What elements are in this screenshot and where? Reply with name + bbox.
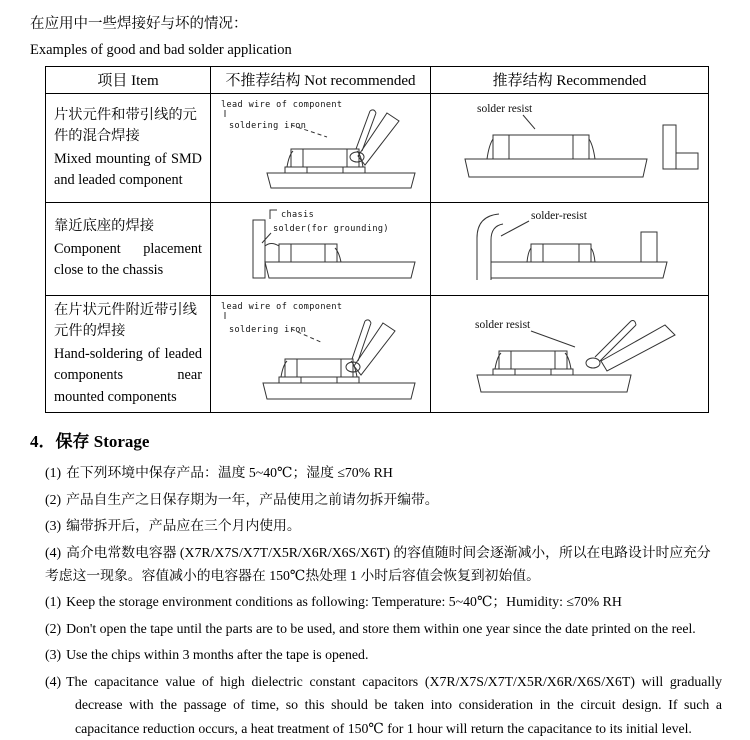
diagram-cell-not-recommended [211,203,431,296]
storage-item-cn-3 [45,514,722,537]
item-text-cn: 靠近底座的焊接 [54,218,155,235]
label-soldering-iron: soldering iron [229,121,307,131]
table-row [46,94,709,203]
diagram-cell-not-recommended [211,94,431,203]
label-chassis: chasis [281,210,315,220]
item-text-en: Component placement close to the chassis [54,240,202,279]
diagram-chassis-bad [215,206,427,290]
item-number: (2) [45,620,62,636]
intro-text-en: Examples of good and bad solder application [30,42,292,58]
item-number: (3) [45,647,62,663]
diagram-cell-recommended [431,94,709,203]
table-header-row [46,67,709,94]
diagram-handsolder-bad [215,299,427,407]
pcb-drawing [477,321,675,393]
label-lead-wire: lead wire of component [221,302,343,312]
diagram-mixed-mount-good [435,97,705,197]
item-text-cn: 在片状元件附近带引线元件的焊接 [54,302,197,340]
diagram-mixed-mount-bad [215,97,427,197]
intro-text-cn: 在应用中一些焊接好与坏的情况： [30,16,248,32]
label-solder-grounding: solder(for grounding) [273,224,389,234]
item-text: 编带拆开后，产品应在三个月内使用。 [66,518,301,534]
label-solder-resist: solder-resist [531,210,587,222]
item-cell [46,203,211,296]
item-text: Don't open the tape until the parts are to be used, and store them within one year since the date printed on the reel. [66,620,696,636]
item-text-en: Hand-soldering of leaded components near mounted components [54,345,202,405]
table-row [46,296,709,413]
storage-item-en-4 [45,670,722,740]
pcb-drawing [477,214,667,280]
item-number: (3) [45,518,62,534]
col-header-recommended: 推荐结构 Recommended [431,67,709,94]
solder-examples-table [45,66,709,413]
col-header-not-recommended: 不推荐结构 Not recommended [211,67,431,94]
item-text: The capacitance value of high dielectric constant capacitors (X7R/X7S/X7T/X5R/X6R/X6S/X6T) will gradually decrease with the passage of time, so this should be taken into consideration in the circuit design. If such a capacitance reduction occurs, a heat treatment of 150℃ for 1 hour will return the capacitance to its initial level. [66,673,722,736]
item-text: Use the chips within 3 months after the tape is opened. [66,647,369,663]
item-cell [46,94,211,203]
table-row [46,203,709,296]
label-soldering-iron: soldering iron [229,325,307,335]
storage-item-en-2 [45,617,722,640]
storage-item-cn-4 [45,541,722,588]
storage-section-heading: 4．保存 Storage [30,432,150,452]
diagram-cell-recommended [431,203,709,296]
item-number: (1) [45,594,62,610]
item-text: 高介电常数电容器 (X7R/X7S/X7T/X5R/X6R/X6S/X6T) 的容值随时间会逐渐减小，所以在电路设计时应充分考虑这一现象。容值减小的电容器在 150℃热处理 1 小时后容值会恢复到初始值。 [45,544,711,583]
item-number: (1) [45,465,62,481]
label-solder-resist: solder resist [475,319,531,331]
storage-item-cn-2 [45,488,722,511]
diagram-handsolder-good [435,299,705,407]
label-solder-resist: solder resist [477,103,533,115]
item-text-cn: 片状元件和带引线的元件的混合焊接 [54,106,197,145]
diagram-chassis-good [435,206,705,290]
storage-item-en-1 [45,590,722,613]
item-number: (2) [45,491,62,507]
diagram-cell-recommended [431,296,709,413]
col-header-item: 项目 Item [46,67,211,94]
item-number: (4) [45,673,62,689]
item-cell [46,296,211,413]
storage-item-en-3 [45,643,722,666]
item-number: (4) [45,544,62,560]
item-text: Keep the storage environment conditions as following: Temperature: 5~40℃；Humidity: ≤70% RH [66,594,622,610]
item-text: 在下列环境中保存产品：温度 5~40℃；湿度 ≤70% RH [66,465,393,481]
pcb-drawing [465,125,698,177]
storage-item-cn-1 [45,461,722,484]
item-text: 产品自生产之日保存期为一年，产品使用之前请勿拆开编带。 [66,491,439,507]
label-lead-wire: lead wire of component [221,100,343,110]
diagram-cell-not-recommended [211,296,431,413]
item-text-en: Mixed mounting of SMD and leaded component [54,150,202,188]
